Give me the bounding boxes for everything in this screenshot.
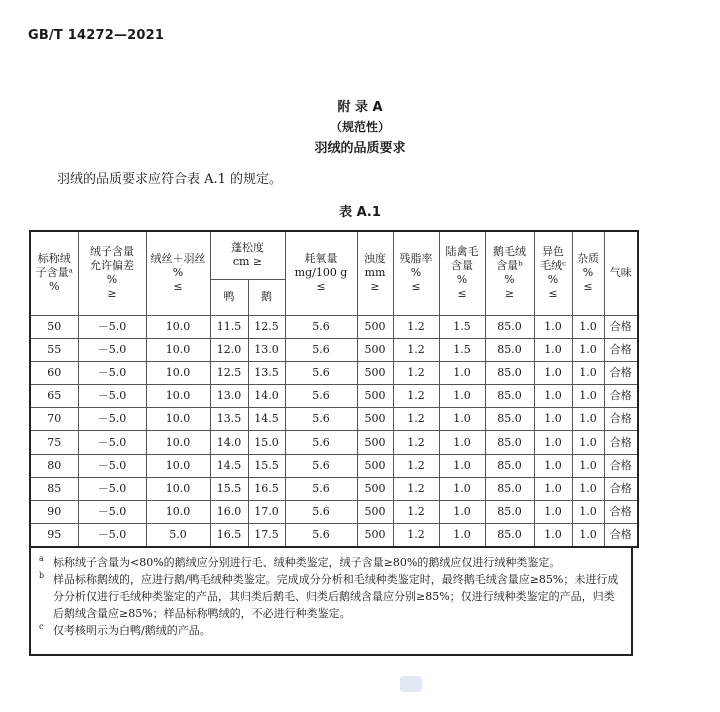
header-residual-fat: 残脂率 % ≤ — [393, 231, 439, 315]
note-c: c 仅考核明示为白鸭/鹅绒的产品。 — [39, 622, 211, 637]
table-cell: 合格 — [604, 501, 638, 524]
table-cell: 1.0 — [439, 454, 485, 477]
table-cell: 13.5 — [248, 361, 285, 384]
table-cell: 1.2 — [393, 361, 439, 384]
table-cell: 500 — [357, 315, 393, 338]
table-cell: 15.5 — [210, 477, 248, 500]
table-cell: 70 — [30, 408, 78, 431]
header-off-color: 异色 毛绒ᶜ % ≤ — [534, 231, 572, 315]
header-goose-down-content: 鹅毛绒 含量ᵇ % ≥ — [485, 231, 534, 315]
table-cell: 1.0 — [439, 477, 485, 500]
table-cell: 50 — [30, 315, 78, 338]
table-cell: 1.5 — [439, 338, 485, 361]
table-cell: 65 — [30, 385, 78, 408]
table-cell: 90 — [30, 501, 78, 524]
table-cell: －5.0 — [78, 361, 146, 384]
header-turbidity: 浊度 mm ≥ — [357, 231, 393, 315]
table-cell: 1.0 — [572, 315, 604, 338]
table-cell: 1.2 — [393, 477, 439, 500]
table-row — [30, 338, 638, 361]
table-cell: 1.0 — [534, 477, 572, 500]
table-row — [30, 454, 638, 477]
table-cell: 1.0 — [439, 431, 485, 454]
table-cell: 75 — [30, 431, 78, 454]
table-cell: 1.0 — [439, 361, 485, 384]
header-fill-power-duck: 鸭 — [210, 279, 248, 315]
table-row — [30, 361, 638, 384]
table-cell: －5.0 — [78, 338, 146, 361]
table-cell: 10.0 — [146, 338, 210, 361]
table-cell: 1.0 — [534, 524, 572, 547]
table-cell: －5.0 — [78, 408, 146, 431]
table-cell: 1.0 — [439, 385, 485, 408]
table-cell: 1.0 — [572, 408, 604, 431]
header-fill-power: 蓬松度 cm ≥ — [210, 231, 285, 279]
table-cell: 10.0 — [146, 385, 210, 408]
table-cell: 500 — [357, 524, 393, 547]
table-cell: 11.5 — [210, 315, 248, 338]
table-cell: 500 — [357, 477, 393, 500]
table-cell: 1.0 — [439, 408, 485, 431]
appendix-type: （规范性） — [329, 120, 390, 134]
table-cell: 14.0 — [248, 385, 285, 408]
table-cell: 5.6 — [285, 454, 357, 477]
table-cell: 1.2 — [393, 385, 439, 408]
table-cell: 5.6 — [285, 315, 357, 338]
table-cell: 5.6 — [285, 385, 357, 408]
table-cell: 合格 — [604, 524, 638, 547]
table-cell: 1.2 — [393, 408, 439, 431]
table-cell: 5.6 — [285, 361, 357, 384]
header-fill-power-goose: 鹅 — [248, 279, 285, 315]
table-cell: 10.0 — [146, 361, 210, 384]
table-cell: 16.5 — [248, 477, 285, 500]
table-cell: 500 — [357, 385, 393, 408]
table-cell: 1.0 — [572, 385, 604, 408]
table-title: 表 A.1 — [339, 205, 381, 220]
table-cell: 5.6 — [285, 477, 357, 500]
table-row — [30, 477, 638, 500]
table-cell: 合格 — [604, 454, 638, 477]
table-cell: 12.5 — [210, 361, 248, 384]
table-cell: 12.0 — [210, 338, 248, 361]
table-cell: 1.0 — [534, 501, 572, 524]
header-oxygen-consumption: 耗氧量 mg/100 g ≤ — [285, 231, 357, 315]
header-impurity: 杂质 % ≤ — [572, 231, 604, 315]
table-cell: 5.6 — [285, 431, 357, 454]
table-cell: 1.2 — [393, 454, 439, 477]
table-cell: 1.0 — [534, 408, 572, 431]
table-cell: －5.0 — [78, 315, 146, 338]
table-cell: 15.5 — [248, 454, 285, 477]
table-cell: 13.0 — [248, 338, 285, 361]
table-cell: 1.0 — [439, 524, 485, 547]
table-cell: 1.5 — [439, 315, 485, 338]
table-cell: 1.2 — [393, 524, 439, 547]
table-cell: 1.0 — [572, 501, 604, 524]
table-cell: 500 — [357, 501, 393, 524]
table-row — [30, 524, 638, 547]
table-cell: 10.0 — [146, 431, 210, 454]
table-cell: 10.0 — [146, 315, 210, 338]
table-cell: 85.0 — [485, 501, 534, 524]
table-cell: 500 — [357, 361, 393, 384]
table-cell: 12.5 — [248, 315, 285, 338]
table-cell: 1.0 — [572, 431, 604, 454]
table-cell: 85.0 — [485, 338, 534, 361]
table-cell: －5.0 — [78, 454, 146, 477]
table-cell: 1.0 — [572, 524, 604, 547]
header-nominal-down-content: 标称绒 子含量ᵃ % — [30, 231, 78, 315]
table-row — [30, 315, 638, 338]
table-row — [30, 408, 638, 431]
table-cell: 10.0 — [146, 454, 210, 477]
standard-number: GB/T 14272—2021 — [28, 28, 165, 43]
table-cell: 10.0 — [146, 501, 210, 524]
table-cell: 1.0 — [572, 454, 604, 477]
table-cell: 15.0 — [248, 431, 285, 454]
table-cell: 1.0 — [572, 477, 604, 500]
header-down-fiber-feather-fiber: 绒丝＋羽丝 % ≤ — [146, 231, 210, 315]
table-cell: 17.5 — [248, 524, 285, 547]
table-cell: 85.0 — [485, 385, 534, 408]
table-cell: 1.0 — [439, 501, 485, 524]
appendix-title: 羽绒的品质要求 — [314, 141, 406, 156]
table-cell: 55 — [30, 338, 78, 361]
table-cell: 85.0 — [485, 524, 534, 547]
note-a: a 标称绒子含量为<80%的鹅绒应分别进行毛、绒种类鉴定，绒子含量≥80%的鹅绒应仅进行绒种类鉴定。 — [39, 554, 561, 569]
table-cell: 5.0 — [146, 524, 210, 547]
table-cell: 500 — [357, 338, 393, 361]
table-cell: 16.0 — [210, 501, 248, 524]
intro-paragraph: 羽绒的品质要求应符合表 A.1 的规定。 — [57, 172, 283, 187]
table-cell: －5.0 — [78, 477, 146, 500]
table-cell: 5.6 — [285, 338, 357, 361]
table-cell: 合格 — [604, 338, 638, 361]
table-cell: 10.0 — [146, 477, 210, 500]
table-cell: 1.2 — [393, 315, 439, 338]
table-cell: 1.0 — [534, 361, 572, 384]
table-row — [30, 431, 638, 454]
table-cell: 60 — [30, 361, 78, 384]
table-cell: 85.0 — [485, 408, 534, 431]
table-cell: 85.0 — [485, 361, 534, 384]
table-cell: 14.0 — [210, 431, 248, 454]
table-cell: 14.5 — [210, 454, 248, 477]
table-notes — [29, 548, 633, 656]
table-cell: 13.5 — [210, 408, 248, 431]
table-cell: 85.0 — [485, 477, 534, 500]
header-landfowl-feather: 陆禽毛 含量 % ≤ — [439, 231, 485, 315]
table-row — [30, 385, 638, 408]
table-cell: 1.0 — [534, 338, 572, 361]
table-cell: 10.0 — [146, 408, 210, 431]
table-cell: 1.0 — [534, 431, 572, 454]
table-cell: 5.6 — [285, 524, 357, 547]
table-cell: 80 — [30, 454, 78, 477]
note-b: b 样品标称鹅绒的，应进行鹅/鸭毛绒种类鉴定。完成成分分析和毛绒种类鉴定时，最终鹅毛绒含量应≥85%；未进行成分分析仅进行毛绒种类鉴定的产品，其归类后鹅毛、归类后鹅绒含量应分别≥85%；仅进行绒种类鉴定的产品，归类后鹅绒含量应≥85%；样品标称鸭绒的，不必进行种类鉴定。 — [39, 571, 619, 620]
table-cell: 1.0 — [534, 454, 572, 477]
table-cell: 合格 — [604, 361, 638, 384]
table-cell: 合格 — [604, 315, 638, 338]
header-odor: 气味 — [604, 231, 638, 315]
table-cell: 17.0 — [248, 501, 285, 524]
appendix-label: 附 录 A — [337, 100, 383, 115]
table-cell: 1.0 — [572, 361, 604, 384]
table-cell: 1.0 — [534, 315, 572, 338]
table-cell: 85 — [30, 477, 78, 500]
table-cell: 合格 — [604, 477, 638, 500]
table-cell: 95 — [30, 524, 78, 547]
watermark-logo — [400, 676, 422, 692]
table-cell: 合格 — [604, 408, 638, 431]
table-cell: 500 — [357, 408, 393, 431]
table-cell: －5.0 — [78, 431, 146, 454]
table-cell: 1.0 — [572, 338, 604, 361]
table-cell: 13.0 — [210, 385, 248, 408]
table-cell: 85.0 — [485, 315, 534, 338]
table-cell: 1.2 — [393, 431, 439, 454]
table-cell: 5.6 — [285, 501, 357, 524]
table-cell: 16.5 — [210, 524, 248, 547]
table-cell: 合格 — [604, 385, 638, 408]
table-cell: 85.0 — [485, 454, 534, 477]
table-cell: 1.2 — [393, 338, 439, 361]
table-cell: 14.5 — [248, 408, 285, 431]
table-row — [30, 501, 638, 524]
table-cell: 500 — [357, 431, 393, 454]
quality-requirements-table — [29, 230, 639, 548]
table-cell: 500 — [357, 454, 393, 477]
table-cell: 1.2 — [393, 501, 439, 524]
table-cell: 1.0 — [534, 385, 572, 408]
table-cell: 合格 — [604, 431, 638, 454]
table-cell: 85.0 — [485, 431, 534, 454]
table-cell: －5.0 — [78, 501, 146, 524]
header-down-content-tolerance: 绒子含量 允许偏差 % ≥ — [78, 231, 146, 315]
table-body — [30, 315, 638, 547]
table-cell: 5.6 — [285, 408, 357, 431]
table-cell: －5.0 — [78, 524, 146, 547]
table-cell: －5.0 — [78, 385, 146, 408]
